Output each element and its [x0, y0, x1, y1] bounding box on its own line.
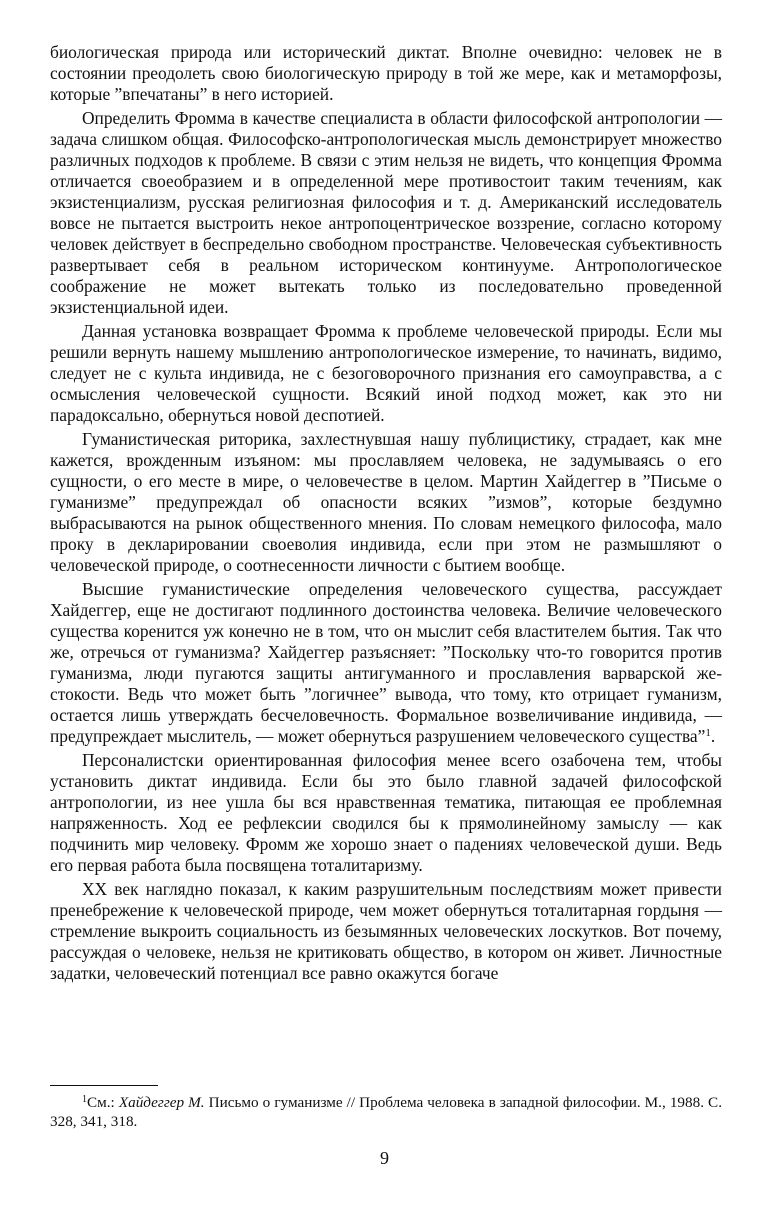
- footnote-text: Письмо о гуманизме // Проблема человека в западной философии. М., 1988. С. 328, 341, 318.: [50, 1094, 722, 1130]
- paragraph-5: Высшие гуманистические определения человеческого существа, рассуждает Хайдеггер, еще не достигают подлинного достоинства человека. Величие человеческого существа коренится уж конечно не в том, что он мыслит себя властителем бытия. Так что же, отречься от гуманизма? Хайдеггер разъясняет: ”Поскольку что-то говорится против гуманизма, люди пугаются защиты антигуманного и прославления варварской жестокости. Ведь что может быть ”логичнее” вывода, что тому, кто отрицает гуманизм, остается лишь утверждать бесчеловечность. Формальное возвеличивание индивида, — предупреждает мыслитель, — может обернуться разрушением человеческого существа”$^1$.: [50, 579, 722, 746]
- footnote-prefix: См.:: [87, 1094, 119, 1111]
- footnote-marker: 1: [82, 1094, 87, 1105]
- paragraph-6: Персоналистски ориентированная философия менее всего озабочена тем, чтобы установить диктат индивида. Если бы это было главной задачей философской антропологии, из нее ушла бы вся нравственная тематика, питающая ее проблемная напряженность. Ход ее рефлексии сводился бы к прямолинейному замыслу — как подчинить мир человеку. Фромм же хорошо знает о падениях человеческой души. Ведь его первая работа была посвящена тоталитаризму.: [50, 750, 722, 875]
- paragraph-1: биологическая природа или исторический диктат. Вполне очевидно: человек не в состоянии преодолеть свою биологическую природу в той же мере, как и метаморфозы, которые ”впечатаны” в него историей.: [50, 42, 722, 104]
- paragraph-5-text: Высшие гуманистические определения человеческого существа, рассуждает Хайдеггер, еще не достигают подлинного достоинства человека. Величие человеческого существа коренится уж конечно не в том, что он мыслит себя властителем бытия. Так что же, отречься от гуманизма? Хайдеггер разъясняет: ”Поскольку что-то говорится против гуманизма, люди пугаются защиты антигуманного и прославления варварской жестокости. Ведь что может быть ”логичнее” вывода, что тому, кто отрицает гуманизм, остается лишь утверждать бесчеловечность. Формальное возвеличивание индивида, — предупреждает мыслитель, — может обернуться разрушением человеческого существа”: [50, 579, 722, 746]
- paragraph-2: Определить Фромма в качестве специалиста в области философской антропологии — задача слишком общая. Философско-антропологическая мысль демонстрирует множество различных подходов к проблеме. В связи с этим нельзя не видеть, что концепция Фромма отличается своеобразием и в определенной мере противостоит таким течениям, как экзистенциализм, русская религиозная философия и т. д. Американский исследователь вовсе не пытается выстроить некое антропоцентрическое воззрение, согласно которому человек действует в беспредельно свободном пространстве. Человеческая субъективность развертывает себя в реальном историческом континууме. Антропологическое соображение не может вытекать только из последовательно проведенной экзистенциальной идеи.: [50, 108, 722, 317]
- page-body: [50, 42, 722, 984]
- footnote-divider: [50, 1085, 158, 1086]
- footnote-reference: 1: [705, 727, 711, 739]
- paragraph-7: XX век наглядно показал, к каким разрушительным последствиям может привести пренебрежение к человеческой природе, чем может обернуться тоталитарная гордыня — стремление выкроить социальность из безымянных человеческих лоскутков. Вот почему, рассуждая о человеке, нельзя не критиковать общество, в котором он живет. Личностные задатки, человеческий потенциал все равно окажутся богаче: [50, 879, 722, 983]
- page-number: 9: [380, 1148, 389, 1168]
- paragraph-3: Данная установка возвращает Фромма к проблеме человеческой природы. Если мы решили вернуть нашему мышлению антропологическое измерение, то начинать, видимо, следует не с культа индивида, не с безоговорочного признания его самоуправства, а с осмысления человеческой сущности. Всякий иной подход может, как это ни парадоксально, обернуться новой деспотией.: [50, 321, 722, 425]
- paragraph-4: Гуманистическая риторика, захлестнувшая нашу публицистику, страдает, как мне кажется, врожденным изъяном: мы прославляем человека, не задумываясь о его сущности, о его месте в мире, о человечестве в целом. Мартин Хайдеггер в ”Письме о гуманизме” предупреждал об опасности всяких ”измов”, которые бездумно выбрасываются на рынок общественного мнения. По словам немецкого философа, мало проку в декларировании своеволия индивида, если при этом не размышляют о человеческой природе, о соотнесенности личности с бытием вообще.: [50, 429, 722, 575]
- footnote-author: Хайдеггер М.: [118, 1094, 205, 1111]
- footnote: [50, 1093, 722, 1131]
